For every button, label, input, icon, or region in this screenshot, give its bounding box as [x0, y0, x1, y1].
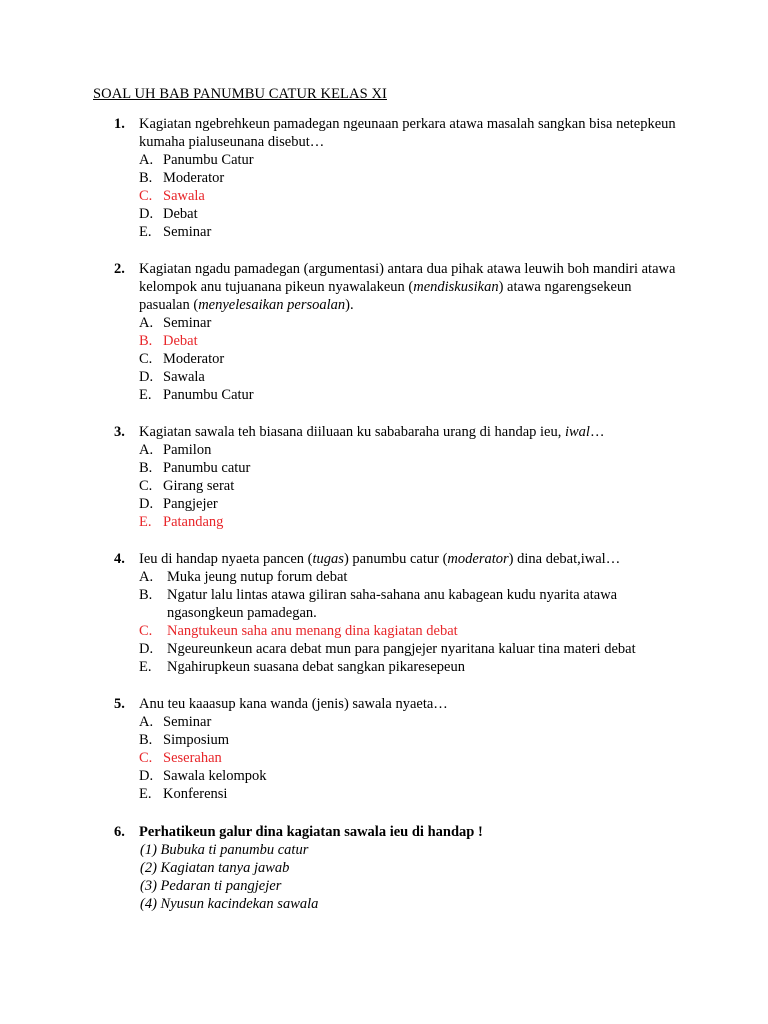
option-text: Sawala kelompok — [163, 768, 267, 784]
question-text — [139, 823, 679, 841]
option-letter: C. — [139, 351, 153, 367]
question-text-italic: tugas — [312, 551, 344, 567]
option-text: Panumbu Catur — [163, 152, 254, 168]
option-letter: B. — [139, 587, 153, 603]
sequence-item: (2) Kagiatan tanya jawab — [140, 860, 290, 876]
option-b — [0, 731, 768, 749]
option-letter: B. — [139, 732, 153, 748]
option-b-correct — [0, 332, 768, 350]
option-letter: D. — [139, 369, 154, 385]
options-list — [0, 314, 768, 404]
question-number: 5. — [114, 696, 125, 712]
option-text: Panumbu Catur — [163, 387, 254, 403]
question-text — [139, 695, 679, 713]
option-text: Muka jeung nutup forum debat — [167, 569, 348, 585]
option-text: Girang serat — [163, 478, 235, 494]
question-number: 2. — [114, 261, 125, 277]
option-text: Konferensi — [163, 786, 228, 802]
question-5 — [0, 695, 768, 803]
question-6 — [0, 823, 768, 913]
option-text: Pamilon — [163, 442, 212, 458]
question-text-part: ). — [345, 297, 354, 313]
option-text: Seminar — [163, 224, 212, 240]
question-text-italic: menyelesaikan persoalan — [198, 297, 346, 313]
question-text-italic: mendiskusikan — [413, 279, 499, 295]
option-text: Panumbu catur — [163, 460, 251, 476]
option-text: Seminar — [163, 714, 212, 730]
option-d — [0, 767, 768, 785]
options-list — [0, 568, 768, 676]
question-number: 4. — [114, 551, 125, 567]
option-letter: D. — [139, 641, 154, 657]
question-text-part: ) panumbu catur ( — [343, 551, 448, 567]
option-d — [0, 205, 768, 223]
option-letter: A. — [139, 315, 154, 331]
option-b — [0, 586, 768, 622]
option-e — [0, 785, 768, 803]
option-letter: B. — [139, 333, 153, 349]
option-b — [0, 169, 768, 187]
option-a — [0, 314, 768, 332]
option-letter: D. — [139, 206, 154, 222]
option-text: Seserahan — [163, 750, 222, 766]
option-e — [0, 386, 768, 404]
option-d — [0, 368, 768, 386]
option-letter: C. — [139, 478, 153, 494]
question-text-part: ) atawa ngarengsekeun pasualan ( — [139, 279, 632, 313]
option-letter: C. — [139, 750, 153, 766]
option-letter: B. — [139, 460, 153, 476]
option-c — [0, 350, 768, 368]
question-text — [139, 115, 679, 151]
question-text — [139, 423, 679, 441]
option-c-correct — [0, 622, 768, 640]
question-3 — [0, 423, 768, 531]
question-text-part: Ieu di handap nyaeta pancen ( — [139, 551, 313, 567]
option-c-correct — [0, 187, 768, 205]
question-number: 1. — [114, 116, 125, 132]
option-d — [0, 640, 768, 658]
question-text-part: Kagiatan sawala teh biasana diiluaan ku sababaraha urang di handap ieu, — [139, 424, 565, 440]
sequence-list — [0, 841, 768, 913]
option-text: Patandang — [163, 514, 224, 530]
option-e — [0, 658, 768, 676]
question-text-part: Kagiatan ngadu pamadegan (argumentasi) antara dua pihak atawa leuwih boh mandiri atawa kelompok anu tujuanana pikeun nyawalakeun ( — [139, 261, 676, 295]
sequence-item: (1) Bubuka ti panumbu catur — [140, 842, 309, 858]
option-text: Pangjejer — [163, 496, 218, 512]
option-text: Sawala — [163, 188, 205, 204]
option-text: Ngahirupkeun suasana debat sangkan pikaresepeun — [167, 659, 465, 675]
option-letter: D. — [139, 768, 154, 784]
option-a — [0, 568, 768, 586]
option-text: Moderator — [163, 351, 225, 367]
question-2 — [0, 260, 768, 404]
option-letter: A. — [139, 714, 154, 730]
sequence-item: (3) Pedaran ti pangjejer — [140, 878, 282, 894]
option-text: Simposium — [163, 732, 230, 748]
option-d — [0, 495, 768, 513]
option-letter: B. — [139, 170, 153, 186]
option-letter: E. — [139, 514, 152, 530]
option-letter: C. — [139, 188, 153, 204]
question-text-part: ) dina debat,iwal… — [508, 551, 621, 567]
option-e — [0, 223, 768, 241]
option-text: Nangtukeun saha anu menang dina kagiatan debat — [167, 623, 458, 639]
option-letter: E. — [139, 387, 152, 403]
option-text: Moderator — [163, 170, 225, 186]
question-text-part: Kagiatan ngebrehkeun pamadegan ngeunaan perkara atawa masalah sangkan bisa netepkeun kumaha pialuseunana disebut… — [139, 116, 676, 150]
option-text: Seminar — [163, 315, 212, 331]
question-text — [139, 550, 679, 568]
option-text: Debat — [163, 333, 198, 349]
question-1 — [0, 115, 768, 241]
option-letter: E. — [139, 659, 152, 675]
option-letter: A. — [139, 569, 154, 585]
question-text — [139, 260, 679, 314]
option-a — [0, 441, 768, 459]
option-letter: E. — [139, 786, 152, 802]
question-text-italic: moderator — [447, 551, 509, 567]
option-e-correct — [0, 513, 768, 531]
question-text-part: Anu teu kaaasup kana wanda (jenis) sawala nyaeta… — [139, 696, 448, 712]
options-list — [0, 713, 768, 803]
option-text: Debat — [163, 206, 198, 222]
question-text-part: Perhatikeun galur dina kagiatan sawala ieu di handap ! — [139, 824, 483, 840]
option-letter: A. — [139, 152, 154, 168]
sequence-item: (4) Nyusun kacindekan sawala — [140, 896, 319, 912]
option-text: Ngatur lalu lintas atawa giliran saha-sahana anu kabagean kudu nyarita atawa ngasongkeun pamadegan. — [167, 587, 618, 621]
question-number: 6. — [114, 824, 125, 840]
option-a — [0, 713, 768, 731]
option-letter: C. — [139, 623, 153, 639]
option-c-correct — [0, 749, 768, 767]
option-text: Sawala — [163, 369, 205, 385]
question-number: 3. — [114, 424, 125, 440]
question-text-part: … — [589, 424, 605, 440]
page-title: SOAL UH BAB PANUMBU CATUR KELAS XI — [93, 86, 387, 102]
option-b — [0, 459, 768, 477]
option-c — [0, 477, 768, 495]
option-text: Ngeureunkeun acara debat mun para pangjejer nyaritana kaluar tina materi debat — [167, 641, 636, 657]
option-letter: E. — [139, 224, 152, 240]
options-list — [0, 441, 768, 531]
options-list — [0, 151, 768, 241]
option-letter: A. — [139, 442, 154, 458]
question-text-italic: iwal — [564, 424, 590, 440]
option-letter: D. — [139, 496, 154, 512]
question-4 — [0, 550, 768, 676]
option-a — [0, 151, 768, 169]
